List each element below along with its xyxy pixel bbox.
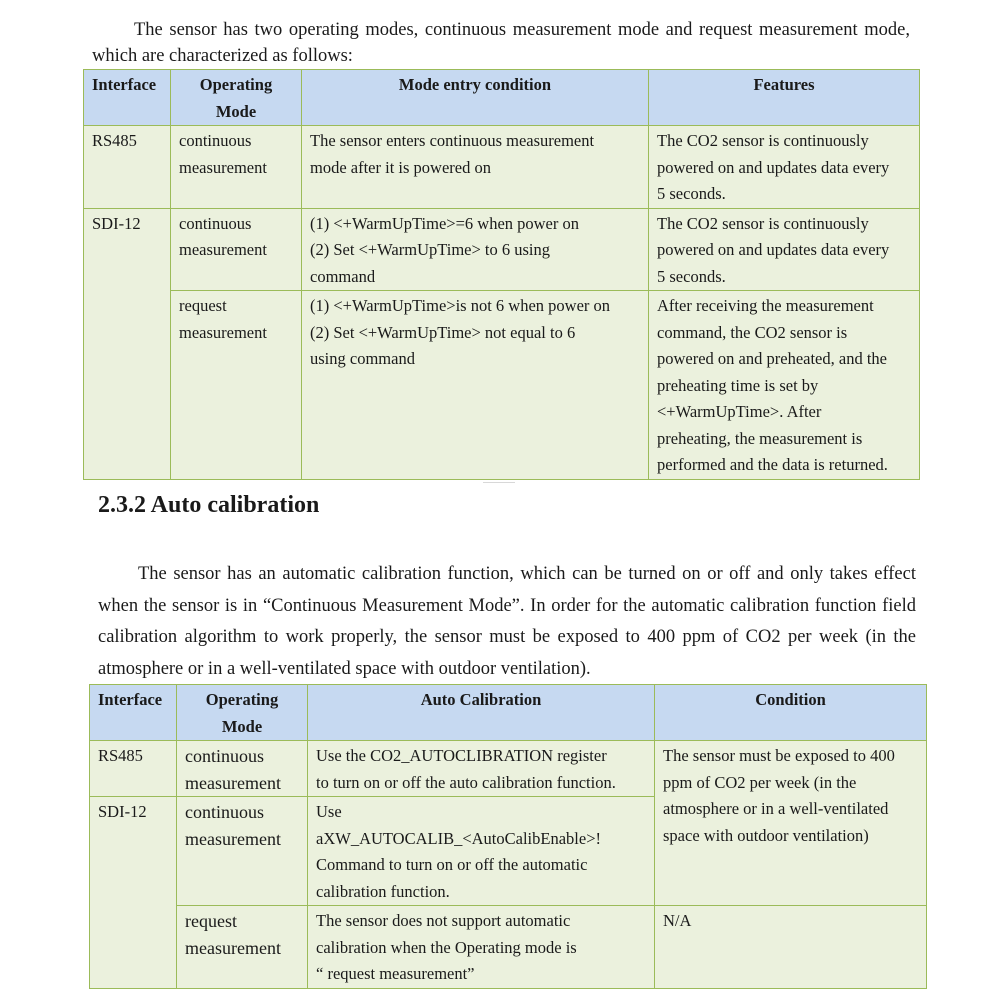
cell-interface: SDI-12 bbox=[84, 208, 171, 479]
cell-line: measurement bbox=[185, 937, 281, 958]
cell-line: powered on and preheated, and the bbox=[657, 349, 887, 368]
cell-line: mode after it is powered on bbox=[310, 157, 491, 177]
cell-line: powered on and updates data every bbox=[657, 157, 890, 177]
cell-mode bbox=[171, 291, 302, 480]
calibration-paragraph: The sensor has an automatic calibration function, which can be turned on or off and only takes effect when the sensor is in “Continuous Measurement Mode”. In order for the automatic calibration function field calibration algorithm to work properly, the sensor must be exposed to 400 ppm of CO2 per week (in the atmosphere or in a well-ventilated space with outdoor ventilation). bbox=[98, 564, 916, 679]
cell-line: After receiving the measurement bbox=[657, 296, 874, 315]
cell-line: The CO2 sensor is continuously bbox=[657, 131, 869, 150]
cell-entry-condition bbox=[302, 126, 649, 209]
cell-interface: RS485 bbox=[84, 126, 171, 209]
header-features: Features bbox=[649, 70, 920, 126]
cell-line: The CO2 sensor is continuously bbox=[657, 213, 869, 233]
cell-line: (2) Set <+WarmUpTime> to 6 using bbox=[310, 240, 551, 259]
cell-line: continuous bbox=[185, 746, 264, 766]
cell-line: space with outdoor ventilation) bbox=[663, 825, 869, 845]
cell-line: request bbox=[179, 296, 227, 315]
cell-features bbox=[649, 208, 920, 291]
cell-line: request bbox=[185, 911, 237, 931]
intro-paragraph: The sensor has two operating modes, continuous measurement mode and request measurement mode, which are characterized as follows: bbox=[92, 20, 910, 66]
cell-mode bbox=[177, 741, 308, 797]
cell-line: ppm of CO2 per week (in the bbox=[663, 772, 857, 792]
cell-line: preheating, the measurement is bbox=[657, 428, 863, 448]
cell-line: atmosphere or in a well-ventilated bbox=[663, 799, 889, 818]
cell-line: Use bbox=[316, 802, 342, 821]
cell-line: using command bbox=[310, 349, 415, 368]
header-mode-line: Operating bbox=[205, 690, 279, 709]
header-mode-line: Operating bbox=[199, 75, 273, 94]
cell-line: measurement bbox=[179, 240, 267, 259]
cell-line: continuous bbox=[179, 213, 252, 233]
cell-line: to turn on or off the auto calibration function. bbox=[316, 772, 616, 792]
cell-line: measurement bbox=[179, 322, 267, 342]
cell-line: command, the CO2 sensor is bbox=[657, 322, 848, 342]
page-divider bbox=[483, 482, 515, 483]
cell-line: aXW_AUTOCALIB_<AutoCalibEnable>! bbox=[316, 828, 602, 848]
section-heading: 2.3.2 Auto calibration bbox=[98, 492, 320, 518]
header-condition: Condition bbox=[655, 685, 927, 741]
cell-line: (2) Set <+WarmUpTime> not equal to 6 bbox=[310, 322, 576, 342]
cell-features bbox=[649, 126, 920, 209]
table-header-row bbox=[84, 70, 920, 126]
cell-line: Command to turn on or off the automatic bbox=[316, 855, 588, 874]
cell-line: calibration function. bbox=[316, 881, 450, 901]
cell-line: 5 seconds. bbox=[657, 266, 726, 286]
cell-line: measurement bbox=[185, 828, 281, 849]
header-entry-condition: Mode entry condition bbox=[302, 70, 649, 126]
cell-interface: SDI-12 bbox=[90, 797, 177, 989]
cell-line: 5 seconds. bbox=[657, 184, 726, 203]
header-interface: Interface bbox=[84, 70, 171, 126]
cell-line: preheating time is set by bbox=[657, 375, 819, 395]
cell-interface: RS485 bbox=[90, 741, 177, 797]
operating-modes-table bbox=[83, 69, 920, 480]
cell-line: (1) <+WarmUpTime>is not 6 when power on bbox=[310, 296, 611, 315]
cell-features bbox=[649, 291, 920, 480]
cell-line: “ request measurement” bbox=[316, 964, 475, 983]
auto-calibration-table bbox=[89, 684, 927, 989]
cell-entry-condition bbox=[302, 208, 649, 291]
header-mode-line: Mode bbox=[221, 716, 263, 736]
table-row bbox=[84, 291, 920, 480]
cell-line: The sensor must be exposed to 400 bbox=[663, 746, 895, 765]
cell-mode bbox=[171, 126, 302, 209]
cell-line: measurement bbox=[179, 157, 267, 177]
table-row bbox=[84, 208, 920, 291]
cell-entry-condition bbox=[302, 291, 649, 480]
cell-line: calibration when the Operating mode is bbox=[316, 937, 577, 957]
cell-line: <+WarmUpTime>. After bbox=[657, 402, 822, 421]
header-auto-calibration: Auto Calibration bbox=[308, 685, 655, 741]
cell-line: The sensor enters continuous measurement bbox=[310, 131, 595, 150]
cell-line: continuous bbox=[185, 802, 264, 822]
cell-line: The sensor does not support automatic bbox=[316, 911, 571, 930]
cell-line: measurement bbox=[185, 772, 281, 793]
table-row bbox=[90, 741, 927, 797]
cell-mode bbox=[177, 797, 308, 906]
cell-mode bbox=[177, 906, 308, 989]
cell-condition bbox=[655, 741, 927, 906]
cell-line: continuous bbox=[179, 131, 252, 150]
cell-line: powered on and updates data every bbox=[657, 240, 890, 259]
cell-line: performed and the data is returned. bbox=[657, 455, 888, 474]
header-operating-mode bbox=[177, 685, 308, 741]
header-interface: Interface bbox=[90, 685, 177, 741]
cell-line: (1) <+WarmUpTime>=6 when power on bbox=[310, 213, 579, 233]
cell-auto-calibration bbox=[308, 797, 655, 906]
cell-auto-calibration bbox=[308, 906, 655, 989]
header-mode-line: Mode bbox=[215, 101, 257, 121]
cell-line: Use the CO2_AUTOCLIBRATION register bbox=[316, 746, 607, 765]
table-header-row bbox=[90, 685, 927, 741]
cell-line: command bbox=[310, 266, 376, 286]
cell-mode bbox=[171, 208, 302, 291]
table-row bbox=[84, 126, 920, 209]
header-operating-mode bbox=[171, 70, 302, 126]
cell-condition bbox=[655, 906, 927, 989]
cell-line: N/A bbox=[663, 911, 692, 930]
table-row bbox=[90, 906, 927, 989]
cell-auto-calibration bbox=[308, 741, 655, 797]
